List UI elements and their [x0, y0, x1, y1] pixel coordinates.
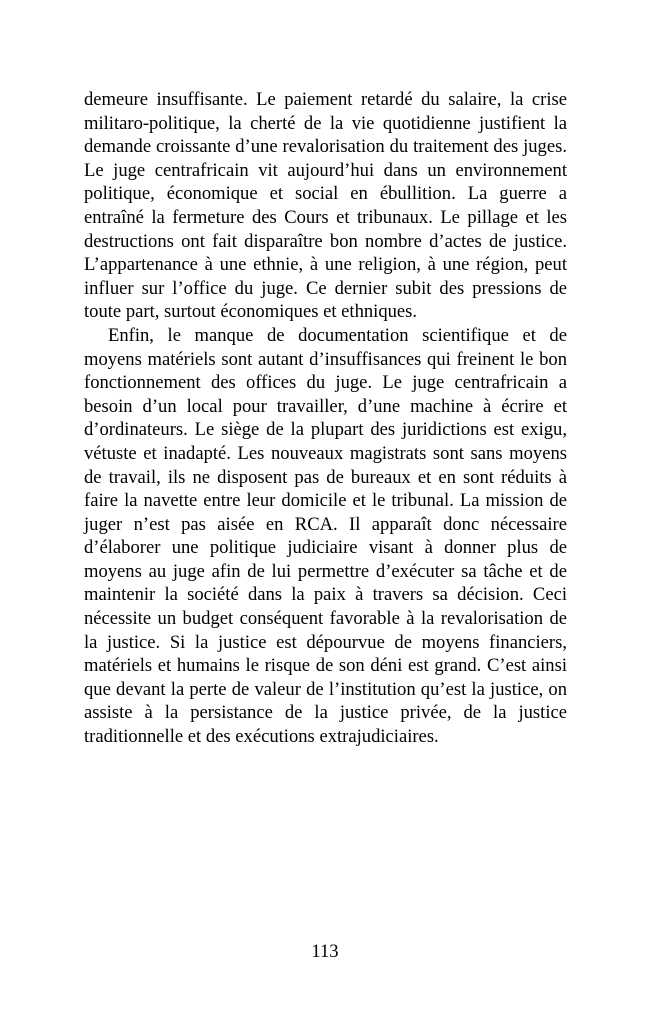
paragraph-enfin: Enfin, le manque de documentation scientifique et de moyens matériels sont autant d’insuffisances qui freinent le bon fonctionnement des offices du juge. Le juge centrafricain a besoin d’un local pour travailler, d’une machine à écrire et d’ordinateurs. Le siège de la plupart des juridictions est exigu, vétuste et inadapté. Les nouveaux magistrats sont sans moyens de travail, ils ne disposent pas de bureaux et en sont réduits à faire la navette entre leur domicile et le tribunal. La mission de juger n’est pas aisée en RCA. Il apparaît donc nécessaire d’élaborer une politique judiciaire visant à donner plus de moyens au juge afin de lui permettre d’exécuter sa tâche et de maintenir la société dans la paix à travers sa décision. Ceci nécessite un budget conséquent favorable à la revalorisation de la justice. Si la justice est dépourvue de moyens financiers, matériels et humains le risque de son déni est grand. C’est ainsi que devant la perte de valeur de l’institution qu’est la justice, on assiste à la persistance de la justice privée, de la justice traditionnelle et des exécutions extrajudiciaires.: [84, 324, 567, 748]
page-body: [84, 88, 567, 749]
paragraph-continuation: demeure insuffisante. Le paiement retardé du salaire, la crise militaro-politique, la cherté de la vie quotidienne justifient la demande croissante d’une revalorisation du traitement des juges. Le juge centrafricain vit aujourd’hui dans un environnement politique, économique et social en ébullition. La guerre a entraîné la fermeture des Cours et tribunaux. Le pillage et les destructions ont fait disparaître bon nombre d’actes de justice. L’appartenance à une ethnie, à une religion, à une région, peut influer sur l’office du juge. Ce dernier subit des pressions de toute part, surtout économiques et ethniques.: [84, 89, 567, 323]
page-number: 113: [311, 941, 339, 962]
